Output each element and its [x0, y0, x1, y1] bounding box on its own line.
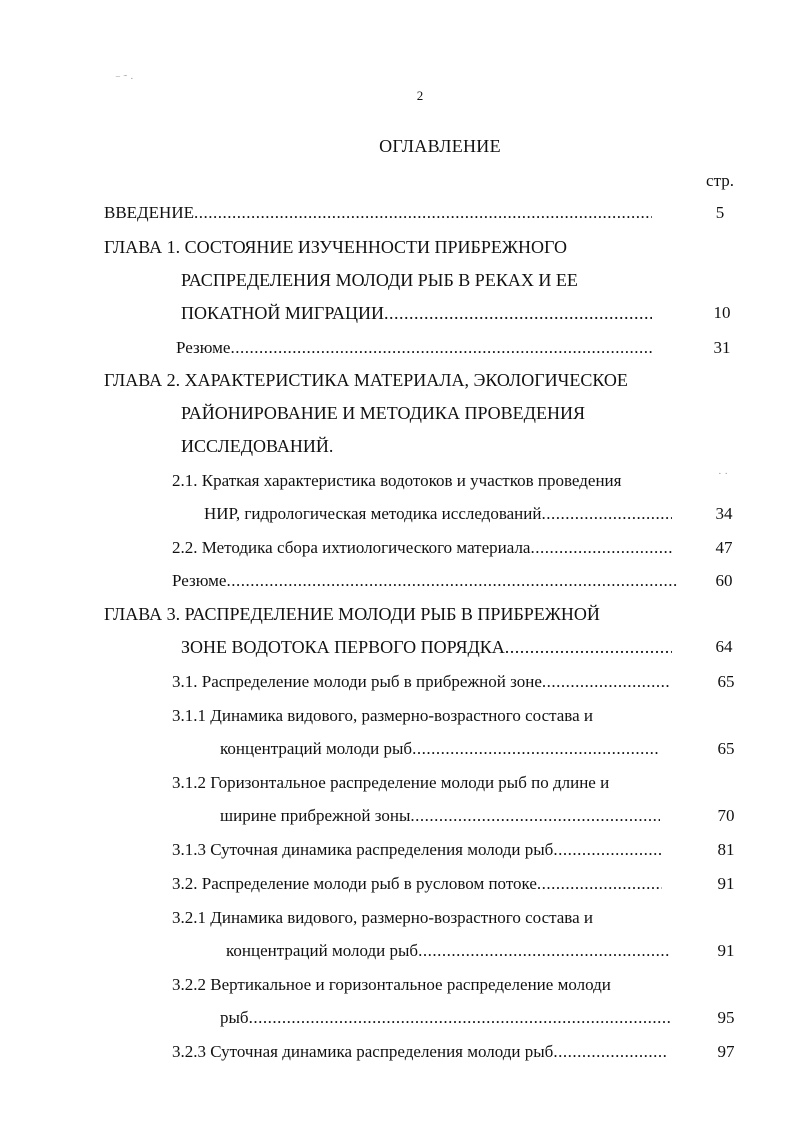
toc-entry-3-2-3[interactable]	[172, 1041, 666, 1063]
toc-entry-3-1-2[interactable]: 3.1.2 Горизонтальное распределение молоди рыб по длине и	[172, 773, 610, 792]
dot-leader	[412, 738, 660, 760]
toc-entry-text: концентраций молоди рыб	[220, 739, 413, 758]
dot-leader	[541, 503, 672, 525]
toc-entry-text: концентраций молоди рыб	[226, 941, 419, 960]
toc-page-number: 91	[717, 874, 735, 893]
toc-entry-text: Резюме	[172, 571, 227, 590]
toc-entry-text: Резюме	[176, 338, 231, 357]
page-number: 2	[416, 88, 424, 103]
scan-artifact: · ·	[718, 468, 729, 480]
toc-entry-2-1-cont	[204, 503, 672, 525]
dot-leader	[418, 940, 670, 962]
toc-entry-text: 2.2. Методика сбора ихтиологического материала	[172, 538, 531, 557]
toc-entry-3-2-1-cont	[226, 940, 670, 962]
toc-page-number: 65	[717, 672, 735, 691]
page-column-label: стр.	[706, 171, 734, 190]
dot-leader	[530, 537, 672, 559]
toc-page-number: 70	[717, 806, 735, 825]
page-title: ОГЛАВЛЕНИЕ	[379, 136, 501, 156]
toc-entry-text: НИР, гидрологическая методика исследований	[204, 504, 542, 523]
toc-entry-3-1-1[interactable]: 3.1.1 Динамика видового, размерно-возрастного состава и	[172, 706, 593, 725]
dot-leader	[553, 1041, 666, 1063]
toc-entry-3-1-1-cont	[220, 738, 660, 760]
toc-entry-summary-1[interactable]	[176, 337, 654, 359]
dot-leader	[249, 1007, 670, 1029]
toc-page-number: 47	[715, 538, 733, 557]
toc-entry-chapter-1[interactable]: ГЛАВА 1. СОСТОЯНИЕ ИЗУЧЕННОСТИ ПРИБРЕЖНОГО	[104, 237, 567, 257]
dot-leader	[410, 805, 660, 827]
toc-page-number: 91	[717, 941, 735, 960]
scan-artifact: ⁻ ˜ ·	[115, 73, 134, 85]
toc-entry-3-2-1[interactable]: 3.2.1 Динамика видового, размерно-возрастного состава и	[172, 908, 593, 927]
toc-entry-text: 3.1. Распределение молоди рыб в прибрежной зоне	[172, 672, 542, 691]
toc-entry-chapter-3[interactable]: ГЛАВА 3. РАСПРЕДЕЛЕНИЕ МОЛОДИ РЫБ В ПРИБРЕЖНОЙ	[104, 604, 600, 624]
toc-entry-text: 3.2.3 Суточная динамика распределения молоди рыб	[172, 1042, 554, 1061]
dot-leader	[537, 873, 662, 895]
toc-page-number: 97	[717, 1042, 735, 1061]
toc-entry-chapter-1-cont: РАСПРЕДЕЛЕНИЯ МОЛОДИ РЫБ В РЕКАХ И ЕЕ	[181, 270, 578, 290]
toc-entry-chapter-3-end	[181, 636, 672, 658]
toc-page-number: 64	[715, 637, 733, 656]
toc-entry-chapter-2-end: ИССЛЕДОВАНИЙ.	[181, 436, 334, 456]
toc-page-number: 60	[715, 571, 733, 590]
toc-page-number: 81	[717, 840, 735, 859]
toc-page-number: 31	[713, 338, 731, 357]
toc-entry-text: рыб	[220, 1008, 249, 1027]
toc-entry-3-1-3[interactable]	[172, 839, 662, 861]
toc-entry-text: ширине прибрежной зоны	[220, 806, 411, 825]
toc-entry-3-1-2-cont	[220, 805, 660, 827]
toc-entry-introduction[interactable]	[104, 202, 652, 224]
toc-entry-3-2[interactable]	[172, 873, 662, 895]
toc-entry-text: 3.1.3 Суточная динамика распределения молоди рыб	[172, 840, 554, 859]
toc-page-number: 95	[717, 1008, 735, 1027]
toc-page-number: 34	[715, 504, 733, 523]
toc-entry-2-2[interactable]	[172, 537, 672, 559]
toc-page-number: 65	[717, 739, 735, 758]
toc-entry-chapter-2[interactable]: ГЛАВА 2. ХАРАКТЕРИСТИКА МАТЕРИАЛА, ЭКОЛОГИЧЕСКОЕ	[104, 370, 628, 390]
toc-entry-chapter-1-end	[181, 302, 652, 324]
toc-entry-text: ПОКАТНОЙ МИГРАЦИИ	[181, 303, 385, 323]
dot-leader	[384, 302, 652, 324]
toc-entry-summary-2[interactable]	[172, 570, 678, 592]
dot-leader	[230, 337, 654, 359]
dot-leader	[505, 636, 672, 658]
toc-entry-text: ВВЕДЕНИЕ	[104, 203, 194, 222]
toc-entry-text: ЗОНЕ ВОДОТОКА ПЕРВОГО ПОРЯДКА	[181, 637, 505, 657]
dot-leader	[553, 839, 662, 861]
toc-entry-2-1[interactable]: 2.1. Краткая характеристика водотоков и участков проведения	[172, 471, 622, 490]
toc-entry-text: 3.2. Распределение молоди рыб в русловом потоке	[172, 874, 537, 893]
dot-leader	[226, 570, 678, 592]
dot-leader	[542, 671, 670, 693]
dot-leader	[194, 202, 652, 224]
toc-entry-chapter-2-cont: РАЙОНИРОВАНИЕ И МЕТОДИКА ПРОВЕДЕНИЯ	[181, 403, 585, 423]
toc-page-number: 5	[715, 203, 725, 222]
toc-entry-3-1[interactable]	[172, 671, 670, 693]
toc-page-number: 10	[713, 303, 731, 322]
toc-entry-3-2-2[interactable]: 3.2.2 Вертикальное и горизонтальное распределение молоди	[172, 975, 611, 994]
toc-entry-3-2-2-cont	[220, 1007, 670, 1029]
